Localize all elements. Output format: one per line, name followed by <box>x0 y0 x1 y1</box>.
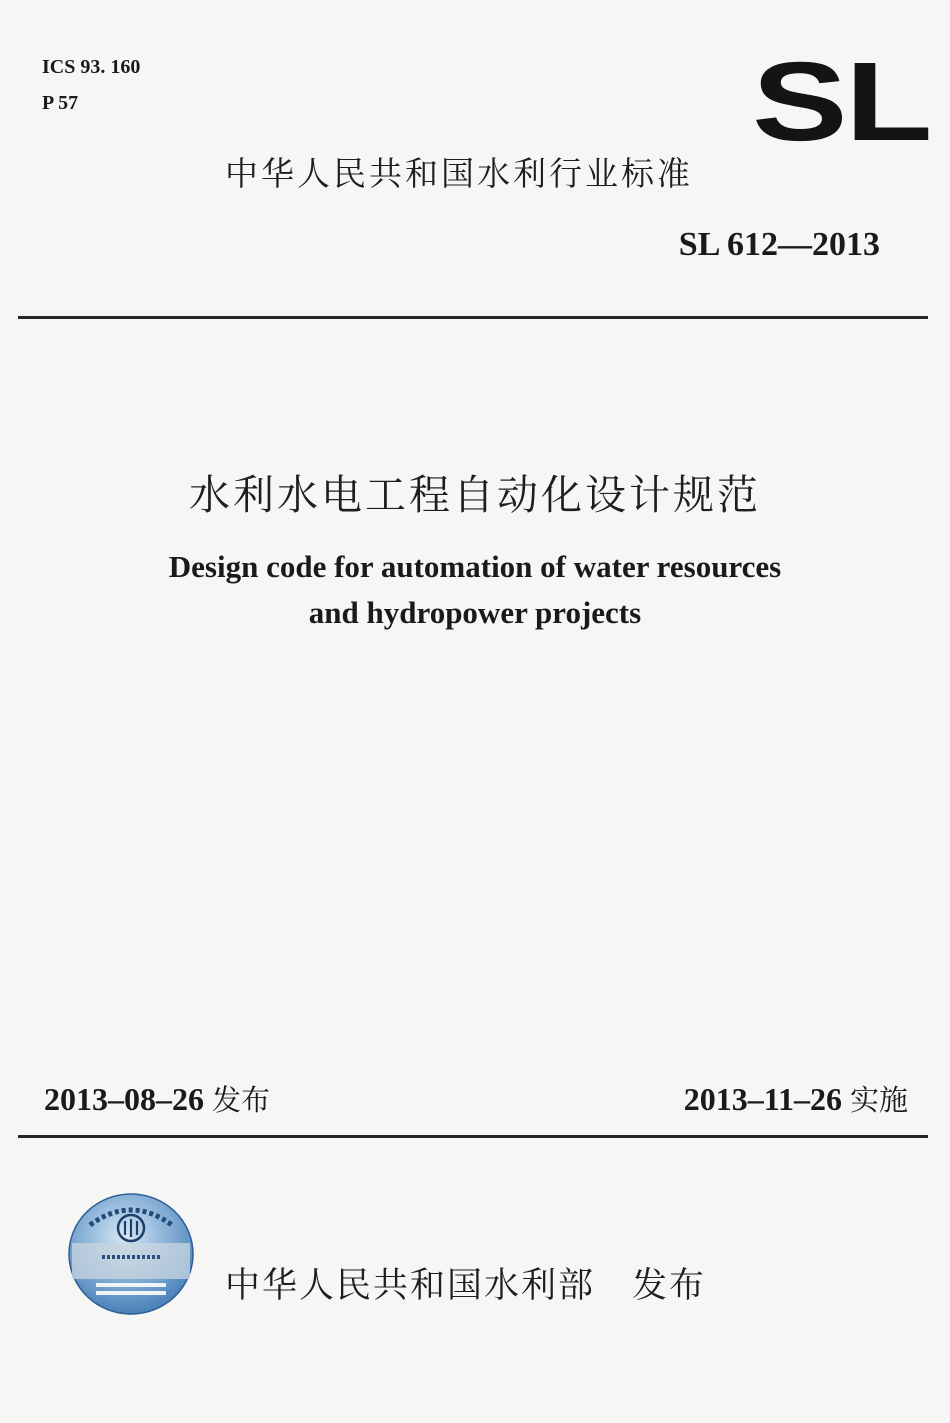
classification-code: P 57 <box>42 92 79 114</box>
issue-date: 2013–08–26 <box>44 1081 204 1117</box>
english-title-line-1: Design code for automation of water resources <box>168 549 782 584</box>
issue-date-block <box>44 1078 270 1119</box>
english-title-line-2: and hydropower projects <box>308 595 642 630</box>
implementation-date: 2013–11–26 <box>683 1081 842 1117</box>
ics-code: ICS 93. 160 <box>42 56 141 78</box>
hologram-seal-icon <box>68 1193 194 1315</box>
publisher: 中华人民共和国水利部 发布 <box>225 1266 707 1306</box>
sl-logo: SL <box>752 39 931 164</box>
standard-number: SL 612—2013 <box>678 226 880 263</box>
implementation-date-block <box>684 1078 908 1119</box>
top-divider <box>18 316 928 319</box>
english-title <box>0 544 950 636</box>
bottom-divider <box>18 1135 928 1138</box>
implementation-label: 实施 <box>849 1083 908 1117</box>
industry-standard-title: 中华人民共和国水利行业标准 <box>225 154 693 193</box>
chinese-title: 水利水电工程自动化设计规范 <box>189 471 761 519</box>
issue-label: 发布 <box>212 1083 271 1117</box>
